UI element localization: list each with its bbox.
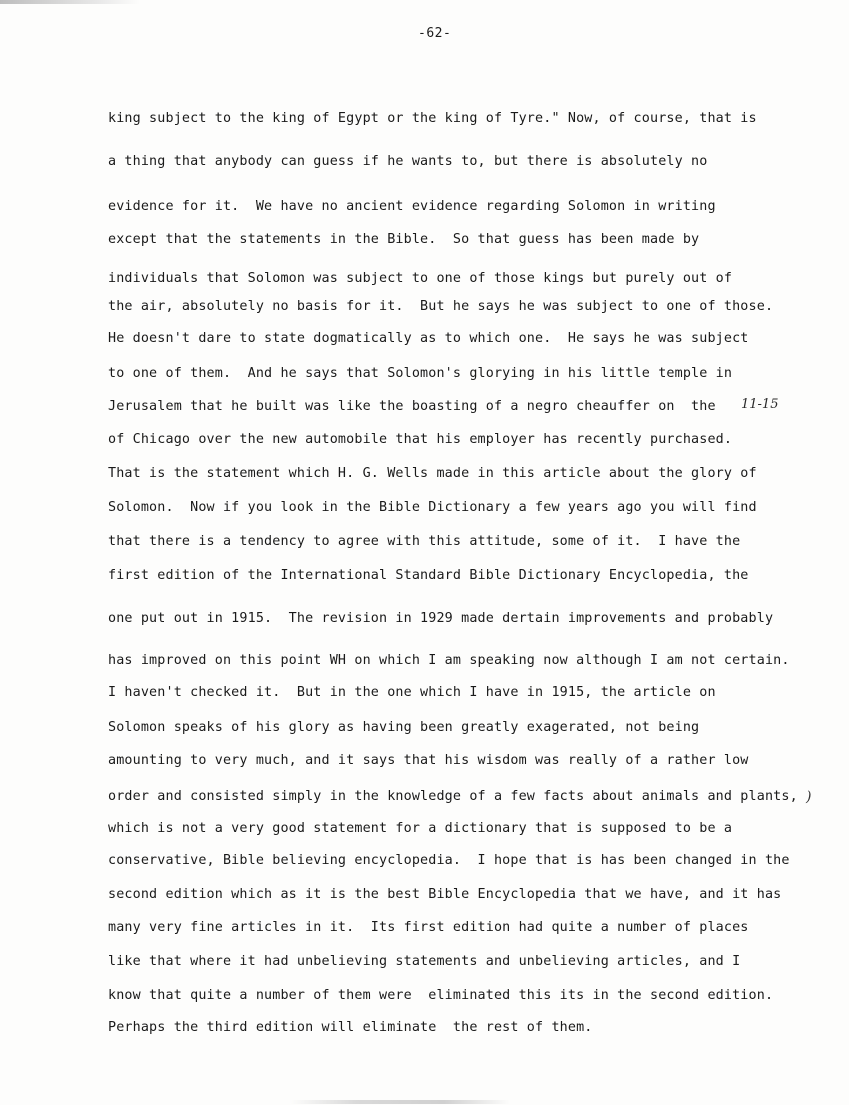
text-line: individuals that Solomon was subject to one of those kings but purely out of	[108, 271, 733, 286]
text-line: evidence for it. We have no ancient evidence regarding Solomon in writing	[108, 199, 716, 214]
text-line: that there is a tendency to agree with this attitude, some of it. I have the	[108, 534, 741, 549]
text-line: king subject to the king of Egypt or the king of Tyre." Now, of course, that is	[108, 111, 757, 126]
text-line: a thing that anybody can guess if he wants to, but there is absolutely no	[108, 154, 708, 169]
text-line: conservative, Bible believing encyclopedia. I hope that is has been changed in the	[108, 853, 790, 868]
page-number: -62-	[418, 26, 452, 41]
text-line: many very fine articles in it. Its first edition had quite a number of places	[108, 920, 749, 935]
text-line: know that quite a number of them were eliminated this its in the second edition.	[108, 988, 774, 1003]
text-line: the air, absolutely no basis for it. But he says he was subject to one of those.	[108, 299, 774, 314]
text-line: That is the statement which H. G. Wells made in this article about the glory of	[108, 466, 757, 481]
text-line: one put out in 1915. The revision in 1929 made dertain improvements and probably	[108, 611, 774, 626]
text-line: of Chicago over the new automobile that his employer has recently purchased.	[108, 432, 733, 447]
text-line: Solomon. Now if you look in the Bible Dictionary a few years ago you will find	[108, 500, 757, 515]
text-line: has improved on this point WH on which I am speaking now although I am not certain.	[108, 653, 790, 668]
text-line: order and consisted simply in the knowledge of a few facts about animals and plants,	[108, 789, 798, 804]
handwritten-margin-note: 11-15	[741, 397, 779, 412]
handwritten-paren-mark: )	[806, 789, 812, 805]
text-line: like that where it had unbelieving statements and unbelieving articles, and I	[108, 954, 741, 969]
text-line: Solomon speaks of his glory as having been greatly exagerated, not being	[108, 720, 700, 735]
scan-edge-mark	[290, 1100, 510, 1104]
text-line: Perhaps the third edition will eliminate the rest of them.	[108, 1020, 593, 1035]
text-line: first edition of the International Standard Bible Dictionary Encyclopedia, the	[108, 568, 749, 583]
text-line: amounting to very much, and it says that his wisdom was really of a rather low	[108, 753, 749, 768]
text-line: to one of them. And he says that Solomon's glorying in his little temple in	[108, 366, 733, 381]
text-line: He doesn't dare to state dogmatically as to which one. He says he was subject	[108, 331, 749, 346]
scan-edge-mark	[0, 0, 140, 4]
text-line: which is not a very good statement for a dictionary that is supposed to be a	[108, 821, 733, 836]
text-line: second edition which as it is the best Bible Encyclopedia that we have, and it has	[108, 887, 782, 902]
text-line: except that the statements in the Bible. So that guess has been made by	[108, 232, 700, 247]
text-line: Jerusalem that he built was like the boasting of a negro cheauffer on the	[108, 399, 716, 414]
text-line: I haven't checked it. But in the one which I have in 1915, the article on	[108, 685, 716, 700]
